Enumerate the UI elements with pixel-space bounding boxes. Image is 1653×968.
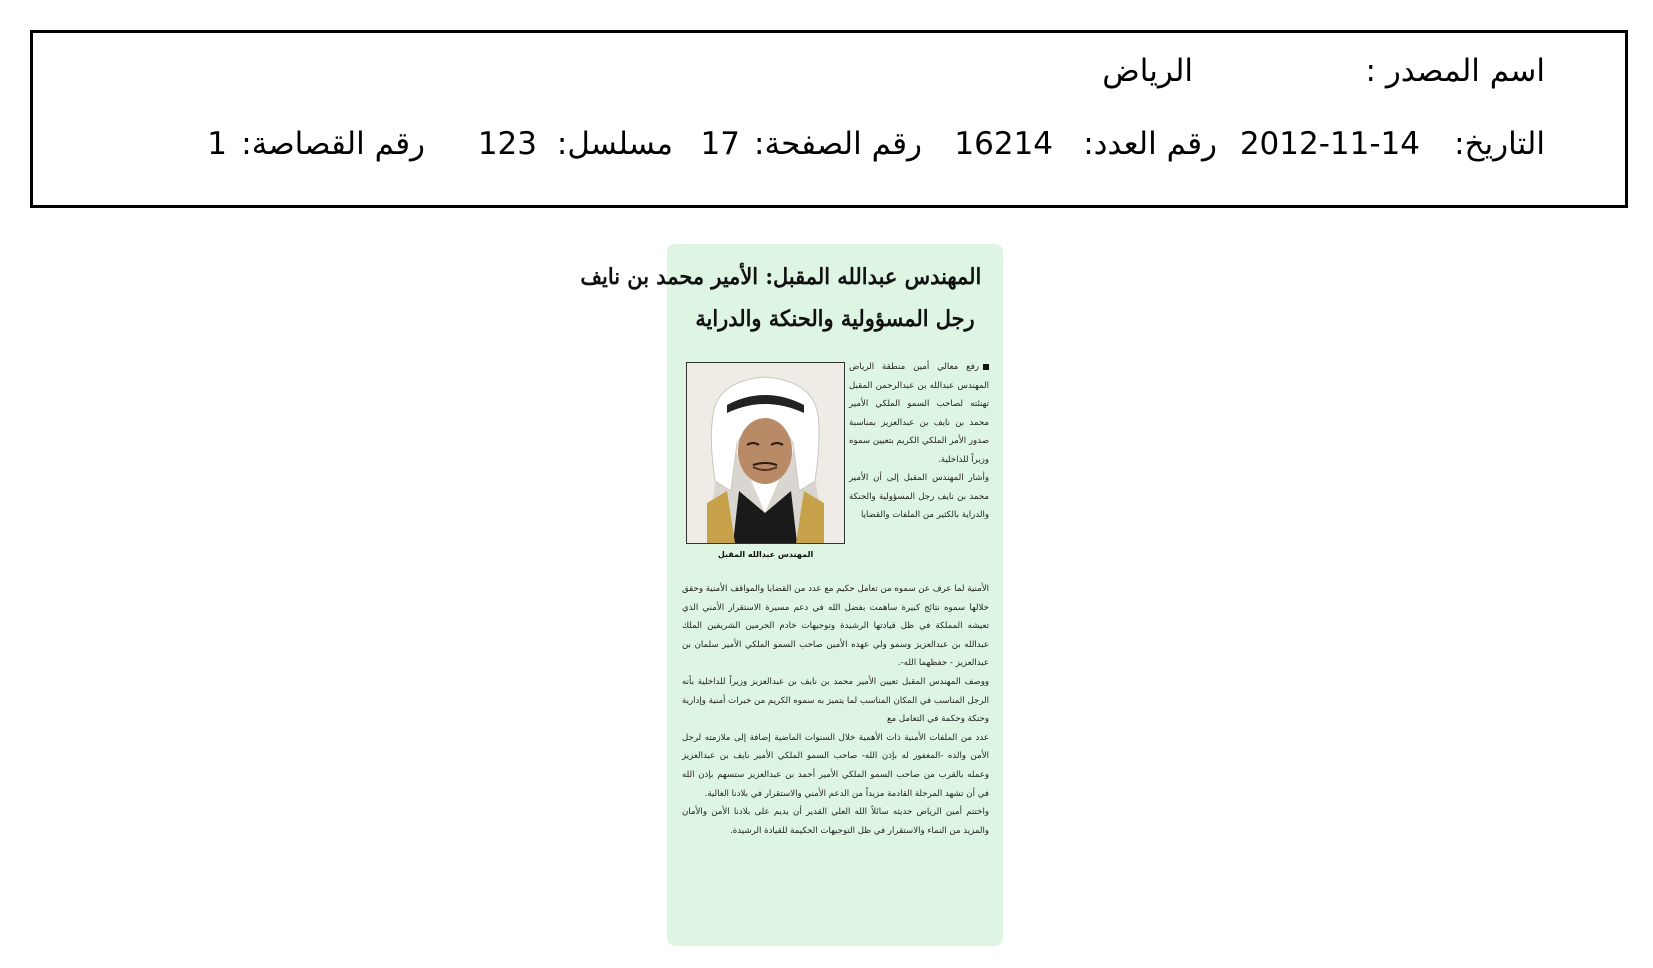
paragraph-6-text: واختتم أمين الرياض حديثه سائلاً الله العلي القدير أن يديم على بلادنا الأمن والأمان والمزيد من النماء والاستقرار في ظل التوجيهات الحكيمة للقيادة الرشيدة. — [682, 807, 989, 836]
newspaper-clipping — [580, 244, 1003, 946]
issue-value: 16214 — [954, 126, 1053, 162]
paragraph-2-text: وأشار المهندس المقبل إلى أن الأمير محمد بن نايف رجل المسؤولية والحنكة والدراية بالكثير من الملفات والقضايا — [849, 473, 989, 520]
paragraph-5-text: عدد من الملفات الأمنية ذات الأهمية خلال السنوات الماضية إضافة إلى ملازمته لرجل الأمن والده -المغفور له بإذن الله- صاحب السمو الملكي الأمير نايف بن عبدالعزيز وعمله بالقرب من صاحب السمو الملكي الأمير أحمد بن عبدالعزيز ستسهم بإذن الله في أن تشهد المرحلة القادمة مزيداً من الدعم الأمني والاستقرار في بلادنا الغالية. — [682, 732, 989, 799]
issue-label: رقم العدد: — [1083, 126, 1217, 162]
date-label: التاريخ: — [1454, 126, 1545, 162]
source-value: الرياض — [1102, 53, 1193, 89]
serial-value: 123 — [477, 126, 537, 162]
paragraph-4-text: ووصف المهندس المقبل تعيين الأمير محمد بن نايف بن عبدالعزيز وزيراً للداخلية بأنه الرجل المناسب في المكان المناسب لما يتميز به سموه الكريم من خبرات أمنية وإدارية وحنكة وحكمة في التعامل مع — [682, 676, 989, 725]
headline-line-2: رجل المسؤولية والحنكة والدراية — [695, 306, 975, 332]
paragraph-3-text: الأمنية لما عرف عن سموه من تعامل حكيم مع عدد من القضايا والمواقف الأمنية وحقق خلالها سموه نتائج كبيرة ساهمت بفضل الله في دعم مسيرة الاستقرار الأمني الذي تعيشه المملكة في ظل قيادتها الرشيدة وتوجيهات خادم الحرمين الشريفين الملك عبدالله بن عبدالعزيز وسمو ولي عهده الأمين صاحب السمو الملكي الأمير سلمان بن عبدالعزيز - حفظهما الله-. — [682, 584, 989, 669]
article-column-text — [849, 358, 989, 525]
serial-label: مسلسل: — [556, 126, 673, 162]
article-body-text — [682, 580, 989, 840]
date-value: 2012-11-14 — [1239, 126, 1420, 162]
page-label: رقم الصفحة: — [754, 126, 922, 162]
clipping-info-box — [30, 30, 1628, 208]
bullet-square-icon — [983, 364, 989, 370]
clip-label: رقم القصاصة: — [241, 126, 425, 162]
portrait-illustration — [687, 363, 844, 543]
page-value: 17 — [700, 126, 740, 162]
headline-line-1: المهندس عبدالله المقبل: الأمير محمد بن نايف — [580, 264, 982, 290]
paragraph-intro — [849, 358, 989, 469]
clip-value: 1 — [207, 126, 227, 162]
portrait-photo — [686, 362, 845, 544]
paragraph-1-text: رفع معالي أمين منطقة الرياض المهندس عبدالله بن عبدالرحمن المقبل تهنئته لصاحب السمو الملكي الأمير محمد بن نايف بن عبدالعزيز بمناسبة صدور الأمر الملكي الكريم بتعيين سموه وزيراً للداخلية. — [849, 362, 989, 465]
source-label: اسم المصدر : — [1365, 53, 1545, 89]
photo-caption: المهندس عبدالله المقبل — [717, 550, 814, 559]
